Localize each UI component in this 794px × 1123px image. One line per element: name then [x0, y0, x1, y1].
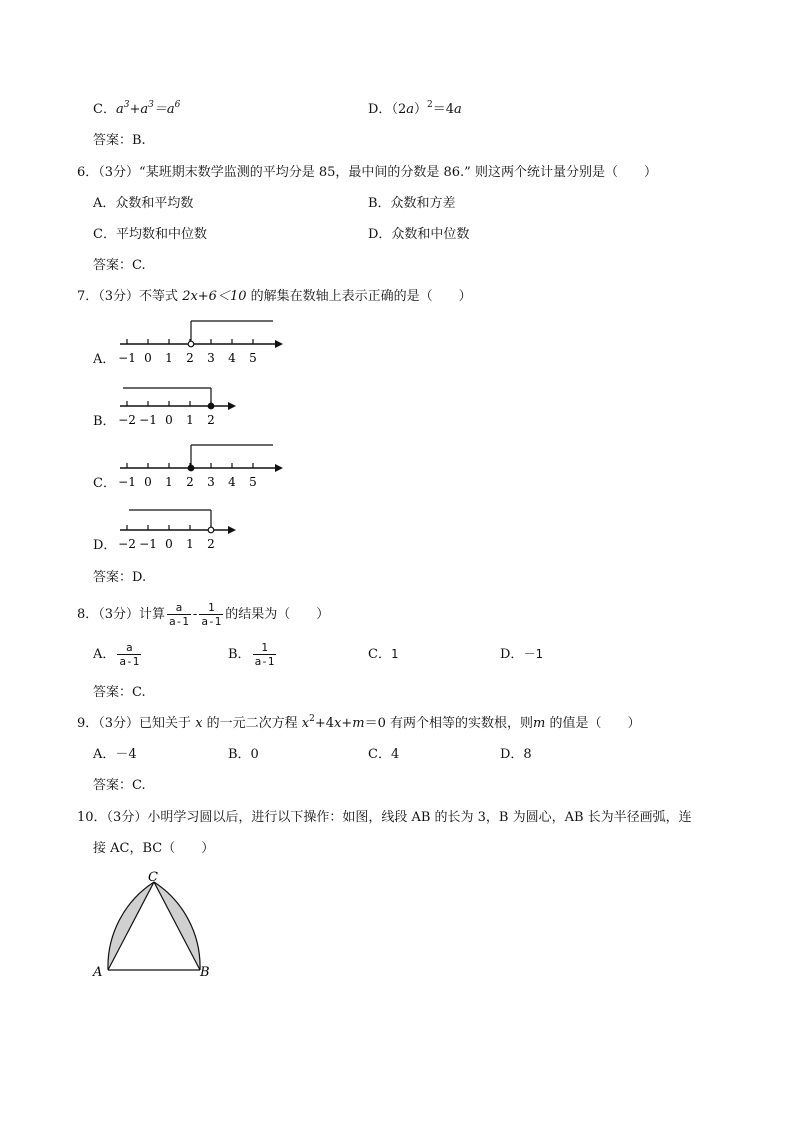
q7-stem-prefix: 7．（3分）不等式 [77, 289, 183, 304]
q7-number-line-c [115, 442, 285, 494]
q9-answer: 答案：C. [93, 778, 146, 793]
q8-option-a-den: a-1 [119, 655, 140, 668]
q7-tick-label: 3 [207, 475, 215, 489]
q8-option-b [228, 640, 278, 670]
q7-number-line-d [115, 504, 245, 556]
q7-number-line-b [115, 380, 245, 432]
q10-label-a: A [93, 965, 103, 980]
q10-stem-line-1: 10．（3分）小明学习圆以后，进行以下操作：如图，线段 AB 的长为 3，B 为圆心，AB 长为半径画弧，连 [77, 810, 692, 825]
q9-var-m: m [533, 716, 546, 731]
q9-option-c: C．4 [368, 747, 400, 762]
q8-stem-prefix: 8．（3分）计算 [77, 607, 166, 622]
q7-tick-label: 1 [186, 413, 194, 427]
q8-fraction-2 [199, 601, 223, 628]
q9-stem [77, 715, 641, 733]
q9-option-d: D．8 [500, 747, 532, 762]
q6-option-c: C．平均数和中位数 [93, 227, 207, 242]
q8-option-d-label: D． [500, 647, 524, 662]
q5-option-d [368, 101, 462, 119]
q10-label-b: B [200, 965, 210, 980]
q7-tick-label: 1 [165, 475, 173, 489]
q7-tick-label: −2 [118, 537, 136, 551]
q8-option-d [500, 645, 543, 664]
q7-tick-label: −1 [118, 475, 136, 489]
q8-answer: 答案：C. [93, 685, 146, 700]
q7-b-closed-dot [208, 403, 214, 409]
q5-option-d-label: D． [368, 102, 392, 117]
q7-tick-label: 2 [207, 537, 215, 551]
q8-option-b-den: a-1 [254, 655, 275, 668]
q6-option-d: D．众数和中位数 [368, 227, 470, 242]
q9-stem-mid: 的一元二次方程 [202, 716, 302, 731]
q6-stem: 6．（3分）“某班期末数学监测的平均分是 85，最中间的分数是 86.” 则这两个统计量分别是（ ） [77, 165, 657, 180]
q8-frac1-num: a [167, 601, 191, 615]
q10-label-c: C [148, 870, 158, 885]
q5-option-c-expr: $a^3+a^3=a^6$ [115, 100, 181, 117]
q5-option-d-expr: $(2a)^2=4a$ [391, 100, 462, 117]
q7-number-line-a [115, 318, 285, 370]
q8-option-a-fraction [117, 641, 141, 668]
q7-option-b-label: B． [93, 414, 116, 429]
q8-option-c-label: C． [368, 647, 391, 662]
q10-segment-bc [154, 882, 200, 970]
q8-stem [77, 598, 329, 632]
q8-option-d-value: －1 [523, 647, 543, 661]
q6-option-b: B．众数和方差 [368, 196, 456, 211]
q8-frac1-den: a-1 [169, 615, 189, 628]
q10-stem-line-2: 接 AC，BC（ ） [93, 841, 215, 856]
q7-tick-label: 1 [186, 537, 194, 551]
q7-inequality: 2x+6＜10 [182, 289, 247, 304]
q7-stem-suffix: 的解集在数轴上表示正确的是（ ） [246, 289, 472, 304]
q8-frac2-num: 1 [199, 601, 223, 615]
q8-option-b-num: 1 [253, 641, 277, 655]
q8-frac2-den: a-1 [201, 615, 222, 628]
q9-option-b: B．0 [228, 747, 259, 762]
q9-stem-prefix: 9．（3分）已知关于 [77, 716, 196, 731]
q7-c-closed-dot [188, 465, 194, 471]
q8-stem-suffix: 的结果为（ ） [225, 607, 330, 622]
q7-tick-label: −1 [139, 413, 157, 427]
q7-tick-label: −2 [118, 413, 136, 427]
q7-tick-label: 4 [228, 351, 236, 365]
q5-answer: 答案：B. [93, 133, 146, 148]
q6-option-a: A．众数和平均数 [93, 196, 194, 211]
q8-option-a-num: a [117, 641, 141, 655]
q9-stem-suffix: 有两个相等的实数根，则 [385, 716, 534, 731]
q7-tick-label: 5 [249, 475, 257, 489]
q7-tick-label: 2 [207, 413, 215, 427]
q7-tick-label: 2 [186, 351, 194, 365]
q8-option-b-label: B． [228, 647, 251, 662]
q9-equation: $x^2+4x+m=0$ [301, 714, 386, 731]
q7-option-c-label: C． [93, 476, 116, 491]
q9-option-a: A．－4 [93, 747, 137, 762]
q7-tick-label: −1 [139, 537, 157, 551]
q10-figure [88, 868, 218, 986]
q8-option-c-value: 1 [390, 647, 399, 661]
q7-tick-label: 5 [249, 351, 257, 365]
q7-option-a-label: A． [93, 352, 116, 367]
q7-tick-label: 3 [207, 351, 215, 365]
q8-option-a-label: A． [93, 647, 116, 662]
q7-option-d-label: D． [93, 538, 117, 553]
q7-tick-label: 0 [144, 351, 152, 365]
q7-tick-label: 1 [165, 351, 173, 365]
q7-tick-label: 0 [165, 537, 173, 551]
q8-option-c [368, 645, 398, 664]
q9-stem-end: 的值是（ ） [545, 716, 641, 731]
q7-answer: 答案：D. [93, 570, 147, 585]
q10-segment-ac [108, 882, 154, 970]
q7-tick-label: 0 [165, 413, 173, 427]
q5-option-c [93, 101, 180, 119]
q8-minus: - [192, 607, 198, 622]
q7-tick-label: 0 [144, 475, 152, 489]
q7-a-open-dot [188, 341, 194, 347]
q7-stem [77, 288, 472, 306]
q7-tick-label: 4 [228, 475, 236, 489]
q8-fraction-1 [167, 601, 191, 628]
q6-answer: 答案：C. [93, 258, 146, 273]
q7-tick-label: −1 [118, 351, 136, 365]
q9-var-x: x [195, 716, 203, 731]
q5-option-c-label: C． [93, 102, 116, 117]
q8-option-b-fraction [253, 641, 277, 668]
q7-d-open-dot [208, 527, 214, 533]
q8-option-a [93, 640, 143, 670]
q7-tick-label: 2 [186, 475, 194, 489]
